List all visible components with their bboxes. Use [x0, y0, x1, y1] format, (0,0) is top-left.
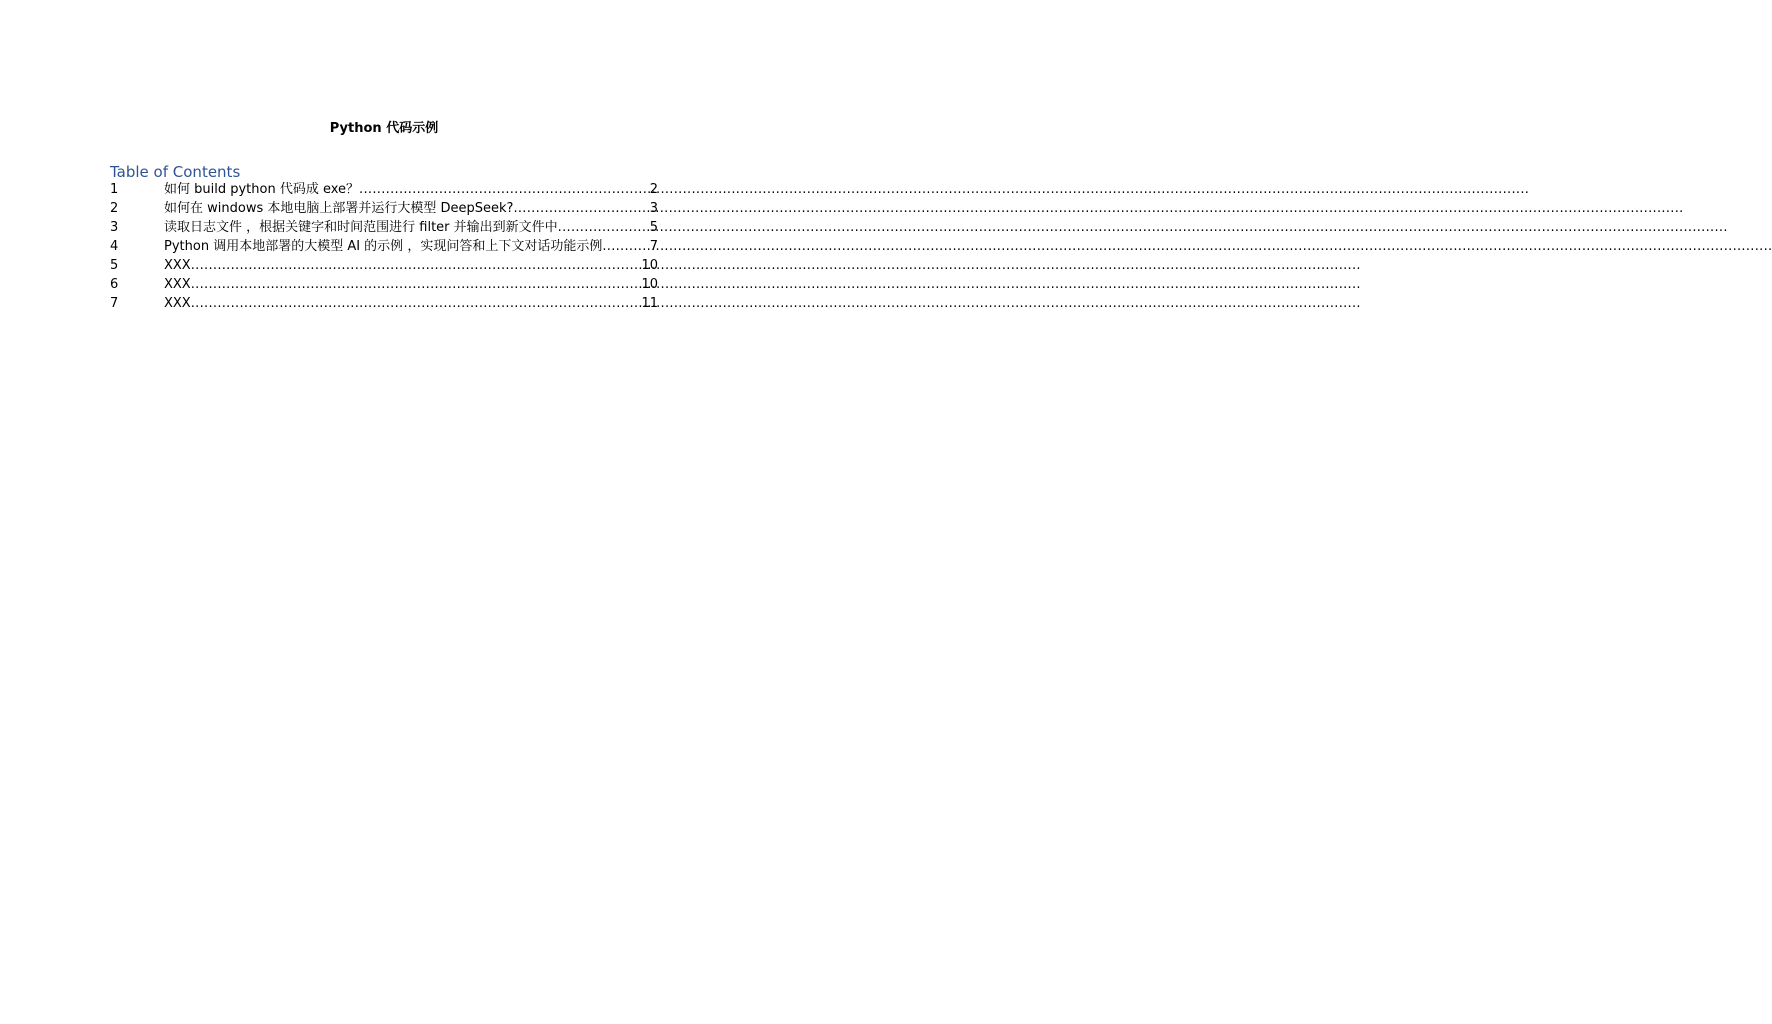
toc-entry-number: 5 [110, 258, 119, 273]
toc-entry-number: 4 [110, 239, 119, 254]
toc-entry-title[interactable]: 如何 build python 代码成 exe？ [164, 182, 360, 197]
document-page [0, 0, 768, 1024]
toc-entry-number: 7 [110, 296, 119, 311]
toc-dot-leader [513, 199, 649, 218]
toc-dot-leader [359, 180, 650, 199]
toc-entry[interactable] [110, 294, 658, 313]
toc-entry-number: 6 [110, 277, 119, 292]
toc-heading: Table of Contents [110, 163, 241, 181]
document-title: Python 代码示例 [329, 121, 439, 136]
toc-list [110, 180, 658, 313]
toc-entry-number: 2 [110, 201, 119, 216]
toc-entry-title[interactable]: 读取日志文件 ，根据关键字和时间范围进行 filter 并输出到新文件中 [164, 220, 558, 235]
toc-entry-page[interactable]: 10 [641, 277, 658, 292]
toc-entry-title[interactable]: XXX [164, 296, 191, 311]
toc-entry-page[interactable]: 2 [649, 182, 658, 197]
toc-entry-page[interactable]: 7 [649, 239, 658, 254]
toc-dot-leader [602, 237, 649, 256]
toc-entry-title[interactable]: XXX [164, 258, 191, 273]
toc-dot-leader [191, 294, 642, 313]
toc-entry[interactable] [110, 275, 658, 294]
toc-entry-page[interactable]: 11 [641, 296, 658, 311]
toc-entry-page[interactable]: 10 [641, 258, 658, 273]
toc-entry-page[interactable]: 3 [649, 201, 658, 216]
toc-entry[interactable] [110, 237, 658, 256]
toc-entry-number: 1 [110, 182, 119, 197]
toc-entry-page[interactable]: 5 [649, 220, 658, 235]
toc-dot-leader [191, 256, 642, 275]
toc-entry-number: 3 [110, 220, 119, 235]
toc-entry[interactable] [110, 180, 658, 199]
toc-entry-title[interactable]: XXX [164, 277, 191, 292]
toc-entry[interactable] [110, 218, 658, 237]
toc-entry[interactable] [110, 199, 658, 218]
toc-dot-leader [191, 275, 642, 294]
toc-entry-title[interactable]: 如何在 windows 本地电脑上部署并运行大模型 DeepSeek? [164, 201, 514, 216]
toc-entry[interactable] [110, 256, 658, 275]
toc-dot-leader [558, 218, 650, 237]
toc-entry-title[interactable]: Python 调用本地部署的大模型 AI 的示例 ，实现问答和上下文对话功能示例 [164, 239, 603, 254]
